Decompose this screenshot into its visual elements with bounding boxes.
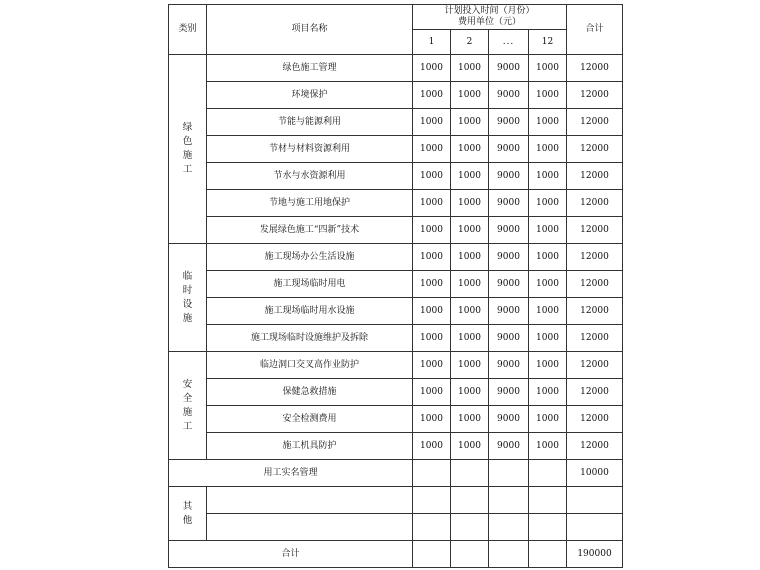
table-row	[169, 271, 623, 298]
value-month-mid: 9000	[489, 433, 529, 460]
value-month-12: 1000	[529, 163, 567, 190]
table-row	[169, 109, 623, 136]
row-total: 12000	[567, 406, 623, 433]
table-row	[169, 487, 623, 514]
value-month-mid: 9000	[489, 325, 529, 352]
value-month-2: 1000	[451, 190, 489, 217]
value-month-1: 1000	[413, 379, 451, 406]
value-month-12: 1000	[529, 406, 567, 433]
cost-plan-table	[168, 4, 623, 568]
value-month-mid: 9000	[489, 109, 529, 136]
item-name: 节材与材料资源利用	[207, 136, 413, 163]
item-name: 施工现场临时用水设施	[207, 298, 413, 325]
value-month-1: 1000	[413, 136, 451, 163]
value-month-2: 1000	[451, 55, 489, 82]
value-month-1: 1000	[413, 82, 451, 109]
value-month-mid: 9000	[489, 298, 529, 325]
empty-cell	[451, 460, 489, 487]
grand-total-label: 合计	[169, 541, 413, 568]
value-month-1: 1000	[413, 244, 451, 271]
value-month-mid: 9000	[489, 190, 529, 217]
header-month-12: 12	[529, 30, 567, 55]
value-month-2: 1000	[451, 136, 489, 163]
value-month-2: 1000	[451, 325, 489, 352]
table-row	[169, 406, 623, 433]
value-month-2: 1000	[451, 217, 489, 244]
item-name: 节水与水资源利用	[207, 163, 413, 190]
item-name: 施工现场办公生活设施	[207, 244, 413, 271]
value-month-12: 1000	[529, 379, 567, 406]
value-month-12: 1000	[529, 352, 567, 379]
value-month-12: 1000	[529, 325, 567, 352]
empty-cell	[489, 460, 529, 487]
value-month-12: 1000	[529, 217, 567, 244]
value-month-mid: 9000	[489, 271, 529, 298]
table-row	[169, 460, 623, 487]
value-month-12: 1000	[529, 433, 567, 460]
empty-cell	[567, 487, 623, 514]
header-month-ellipsis: ...	[489, 30, 529, 55]
empty-cell	[207, 487, 413, 514]
empty-cell	[489, 487, 529, 514]
item-name: 保健急救措施	[207, 379, 413, 406]
group-label-green: 绿 色 施 工	[169, 55, 207, 244]
value-month-1: 1000	[413, 55, 451, 82]
item-name: 临边洞口交叉高作业防护	[207, 352, 413, 379]
table-row	[169, 190, 623, 217]
row-total: 12000	[567, 136, 623, 163]
row-total: 12000	[567, 433, 623, 460]
empty-cell	[529, 514, 567, 541]
value-month-1: 1000	[413, 433, 451, 460]
value-month-2: 1000	[451, 379, 489, 406]
value-month-mid: 9000	[489, 244, 529, 271]
value-month-12: 1000	[529, 190, 567, 217]
value-month-2: 1000	[451, 352, 489, 379]
empty-cell	[489, 541, 529, 568]
empty-cell	[413, 541, 451, 568]
item-name: 安全检测费用	[207, 406, 413, 433]
value-month-2: 1000	[451, 109, 489, 136]
item-name: 节能与能源利用	[207, 109, 413, 136]
header-month-1: 1	[413, 30, 451, 55]
value-month-2: 1000	[451, 433, 489, 460]
group-label-temporary: 临 时 设 施	[169, 244, 207, 352]
item-name: 环境保护	[207, 82, 413, 109]
row-total: 12000	[567, 190, 623, 217]
value-month-12: 1000	[529, 298, 567, 325]
value-month-2: 1000	[451, 163, 489, 190]
value-month-1: 1000	[413, 298, 451, 325]
value-month-12: 1000	[529, 109, 567, 136]
value-month-1: 1000	[413, 163, 451, 190]
row-total: 12000	[567, 298, 623, 325]
value-month-1: 1000	[413, 352, 451, 379]
header-total: 合计	[567, 5, 623, 55]
header-project-name: 项目名称	[207, 5, 413, 55]
row-total: 12000	[567, 82, 623, 109]
table-row	[169, 379, 623, 406]
value-month-12: 1000	[529, 82, 567, 109]
empty-cell	[207, 514, 413, 541]
value-month-mid: 9000	[489, 55, 529, 82]
table-row	[169, 514, 623, 541]
value-month-mid: 9000	[489, 406, 529, 433]
table-row	[169, 163, 623, 190]
row-total: 12000	[567, 271, 623, 298]
value-month-mid: 9000	[489, 217, 529, 244]
value-month-2: 1000	[451, 244, 489, 271]
empty-cell	[529, 460, 567, 487]
value-month-12: 1000	[529, 244, 567, 271]
value-month-mid: 9000	[489, 352, 529, 379]
table-row	[169, 298, 623, 325]
realname-management-total: 10000	[567, 460, 623, 487]
table-row	[169, 352, 623, 379]
row-total: 12000	[567, 352, 623, 379]
row-total: 12000	[567, 217, 623, 244]
header-plan-line1: 计划投入时间（月份）	[444, 6, 535, 16]
table-row	[169, 541, 623, 568]
group-label-safety: 安 全 施 工	[169, 352, 207, 460]
header-plan-line2: 费用单位（元）	[457, 17, 521, 27]
header-plan-period	[413, 5, 567, 30]
empty-cell	[413, 460, 451, 487]
value-month-12: 1000	[529, 136, 567, 163]
empty-cell	[413, 514, 451, 541]
item-name: 发展绿色施工“四新”技术	[207, 217, 413, 244]
value-month-1: 1000	[413, 406, 451, 433]
value-month-2: 1000	[451, 298, 489, 325]
table-row	[169, 217, 623, 244]
value-month-1: 1000	[413, 109, 451, 136]
value-month-1: 1000	[413, 217, 451, 244]
empty-cell	[451, 514, 489, 541]
empty-cell	[413, 487, 451, 514]
table-row	[169, 244, 623, 271]
item-name: 绿色施工管理	[207, 55, 413, 82]
value-month-mid: 9000	[489, 82, 529, 109]
empty-cell	[489, 514, 529, 541]
header-month-2: 2	[451, 30, 489, 55]
value-month-12: 1000	[529, 271, 567, 298]
value-month-1: 1000	[413, 325, 451, 352]
row-total: 12000	[567, 55, 623, 82]
table-row	[169, 55, 623, 82]
empty-cell	[451, 541, 489, 568]
table-row	[169, 136, 623, 163]
empty-cell	[567, 514, 623, 541]
empty-cell	[529, 487, 567, 514]
value-month-mid: 9000	[489, 379, 529, 406]
row-total: 12000	[567, 379, 623, 406]
item-name: 节地与施工用地保护	[207, 190, 413, 217]
group-label-other: 其 他	[169, 487, 207, 541]
value-month-1: 1000	[413, 190, 451, 217]
item-name: 施工现场临时用电	[207, 271, 413, 298]
empty-cell	[529, 541, 567, 568]
header-category: 类别	[169, 5, 207, 55]
row-total: 12000	[567, 244, 623, 271]
value-month-2: 1000	[451, 271, 489, 298]
table-row	[169, 82, 623, 109]
row-total: 12000	[567, 163, 623, 190]
value-month-1: 1000	[413, 271, 451, 298]
item-name: 施工现场临时设施维护及拆除	[207, 325, 413, 352]
realname-management-label: 用工实名管理	[169, 460, 413, 487]
row-total: 12000	[567, 109, 623, 136]
cost-plan-sheet	[168, 4, 623, 568]
empty-cell	[451, 487, 489, 514]
value-month-mid: 9000	[489, 136, 529, 163]
grand-total-value: 190000	[567, 541, 623, 568]
value-month-2: 1000	[451, 82, 489, 109]
table-row	[169, 325, 623, 352]
table-row	[169, 433, 623, 460]
value-month-12: 1000	[529, 55, 567, 82]
value-month-mid: 9000	[489, 163, 529, 190]
row-total: 12000	[567, 325, 623, 352]
item-name: 施工机具防护	[207, 433, 413, 460]
value-month-2: 1000	[451, 406, 489, 433]
